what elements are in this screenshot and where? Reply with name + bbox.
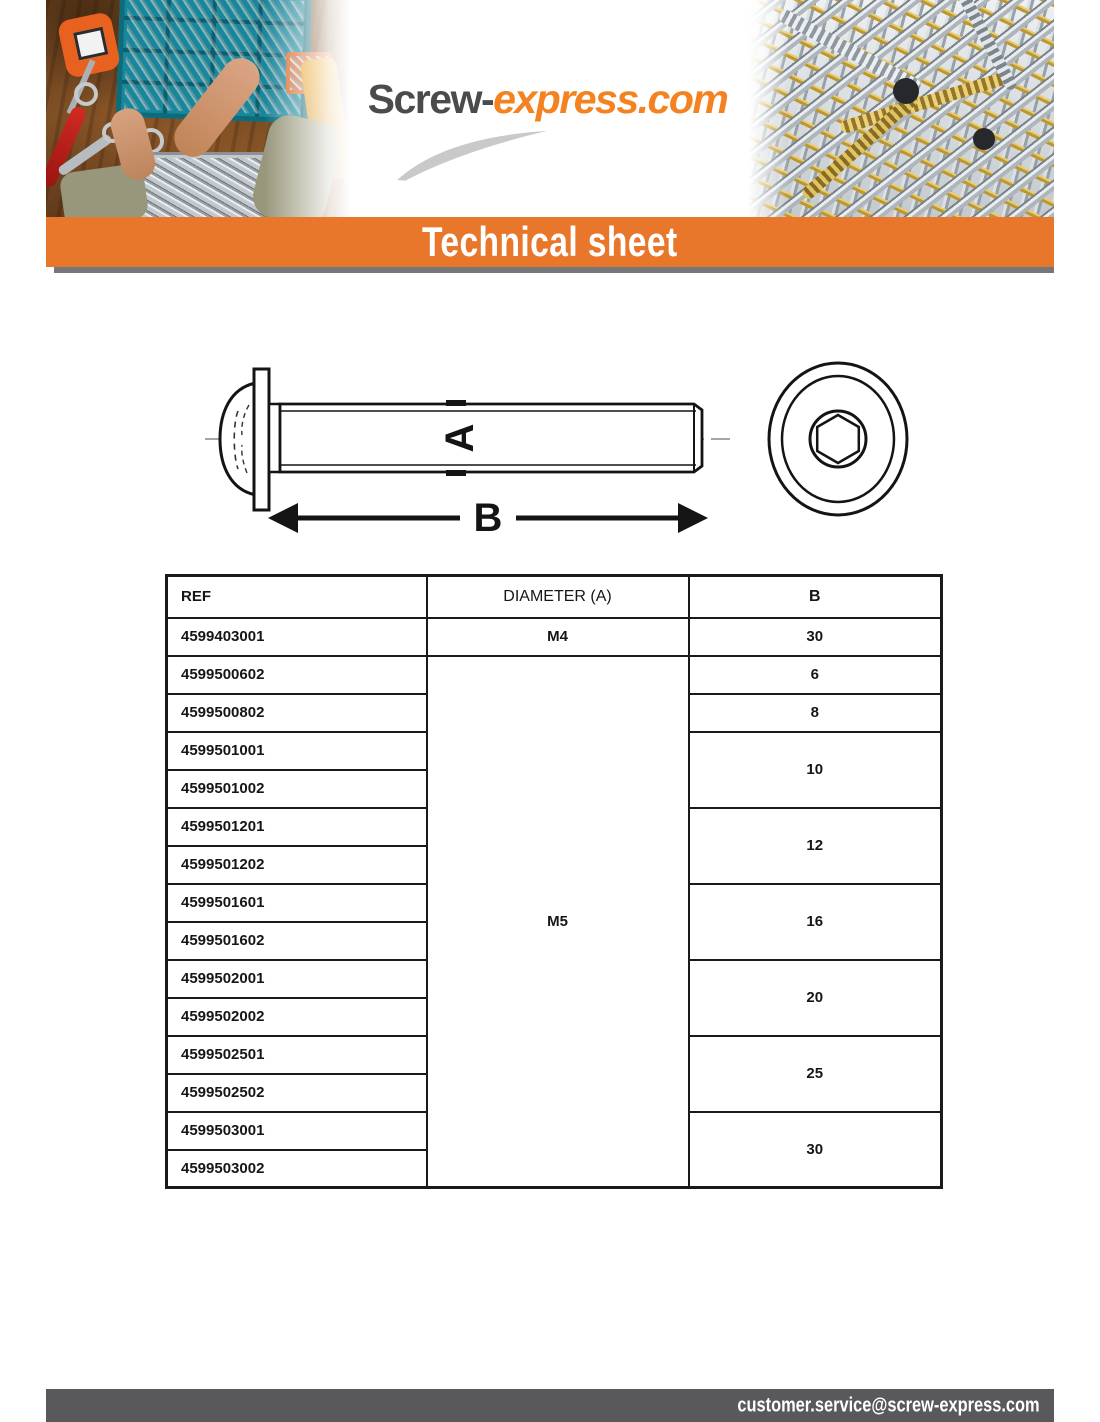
button-head [220, 383, 256, 495]
ref-cell: 4599501602 [167, 922, 427, 960]
b-cell: 30 [689, 1112, 942, 1188]
banner [46, 217, 1054, 267]
b-cell: 20 [689, 960, 942, 1036]
ref-cell: 4599503002 [167, 1150, 427, 1188]
ref-cell: 4599501601 [167, 884, 427, 922]
logo-text-gray: Screw- [367, 76, 494, 122]
ref-cell: 4599501202 [167, 846, 427, 884]
ref-cell: 4599500802 [167, 694, 427, 732]
b-cell: 25 [689, 1036, 942, 1112]
shaft [280, 404, 702, 472]
collar [269, 404, 280, 472]
ref-cell: 4599502001 [167, 960, 427, 998]
spec-table [165, 574, 943, 1189]
flange [254, 369, 269, 510]
b-cell: 8 [689, 694, 942, 732]
table-header-row [167, 576, 942, 618]
footer [46, 1389, 1054, 1422]
divider-rule [54, 267, 1054, 273]
b-cell: 30 [689, 618, 942, 656]
diameter-cell: M5 [427, 656, 689, 1188]
photo-fade [46, 0, 350, 217]
ref-cell: 4599403001 [167, 618, 427, 656]
ref-cell: 4599501002 [167, 770, 427, 808]
dim-a-label: A [438, 423, 482, 453]
dim-a-tick [446, 470, 466, 476]
workbench-photo [46, 0, 350, 217]
ref-cell: 4599503001 [167, 1112, 427, 1150]
diameter-cell: M4 [427, 618, 689, 656]
b-cell: 10 [689, 732, 942, 808]
customer-service-email[interactable]: customer.service@screw-express.com [737, 1394, 1040, 1416]
logo [350, 76, 745, 123]
header [350, 0, 745, 217]
screw-technical-drawing [150, 355, 950, 555]
logo-text-orange: express.com [493, 76, 728, 122]
arrowhead-right-icon [678, 503, 708, 533]
header-ref: REF [167, 576, 427, 618]
dim-b-label: B [473, 496, 503, 540]
ref-cell: 4599501001 [167, 732, 427, 770]
screws-pile-photo [745, 0, 1054, 217]
table-row [167, 618, 942, 656]
page-title: Technical sheet [422, 218, 678, 265]
table-row [167, 656, 942, 694]
logo-swoosh-icon [390, 126, 553, 183]
ref-cell: 4599502002 [167, 998, 427, 1036]
header-diameter: DIAMETER (A) [427, 576, 689, 618]
photo-fade [745, 0, 1054, 217]
ref-cell: 4599501201 [167, 808, 427, 846]
ref-cell: 4599502501 [167, 1036, 427, 1074]
b-cell: 6 [689, 656, 942, 694]
front-view-flange-circle [769, 363, 907, 515]
header-b: B [689, 576, 942, 618]
dim-a-tick [446, 400, 466, 406]
ref-cell: 4599500602 [167, 656, 427, 694]
b-cell: 16 [689, 884, 942, 960]
arrowhead-left-icon [268, 503, 298, 533]
ref-cell: 4599502502 [167, 1074, 427, 1112]
b-cell: 12 [689, 808, 942, 884]
